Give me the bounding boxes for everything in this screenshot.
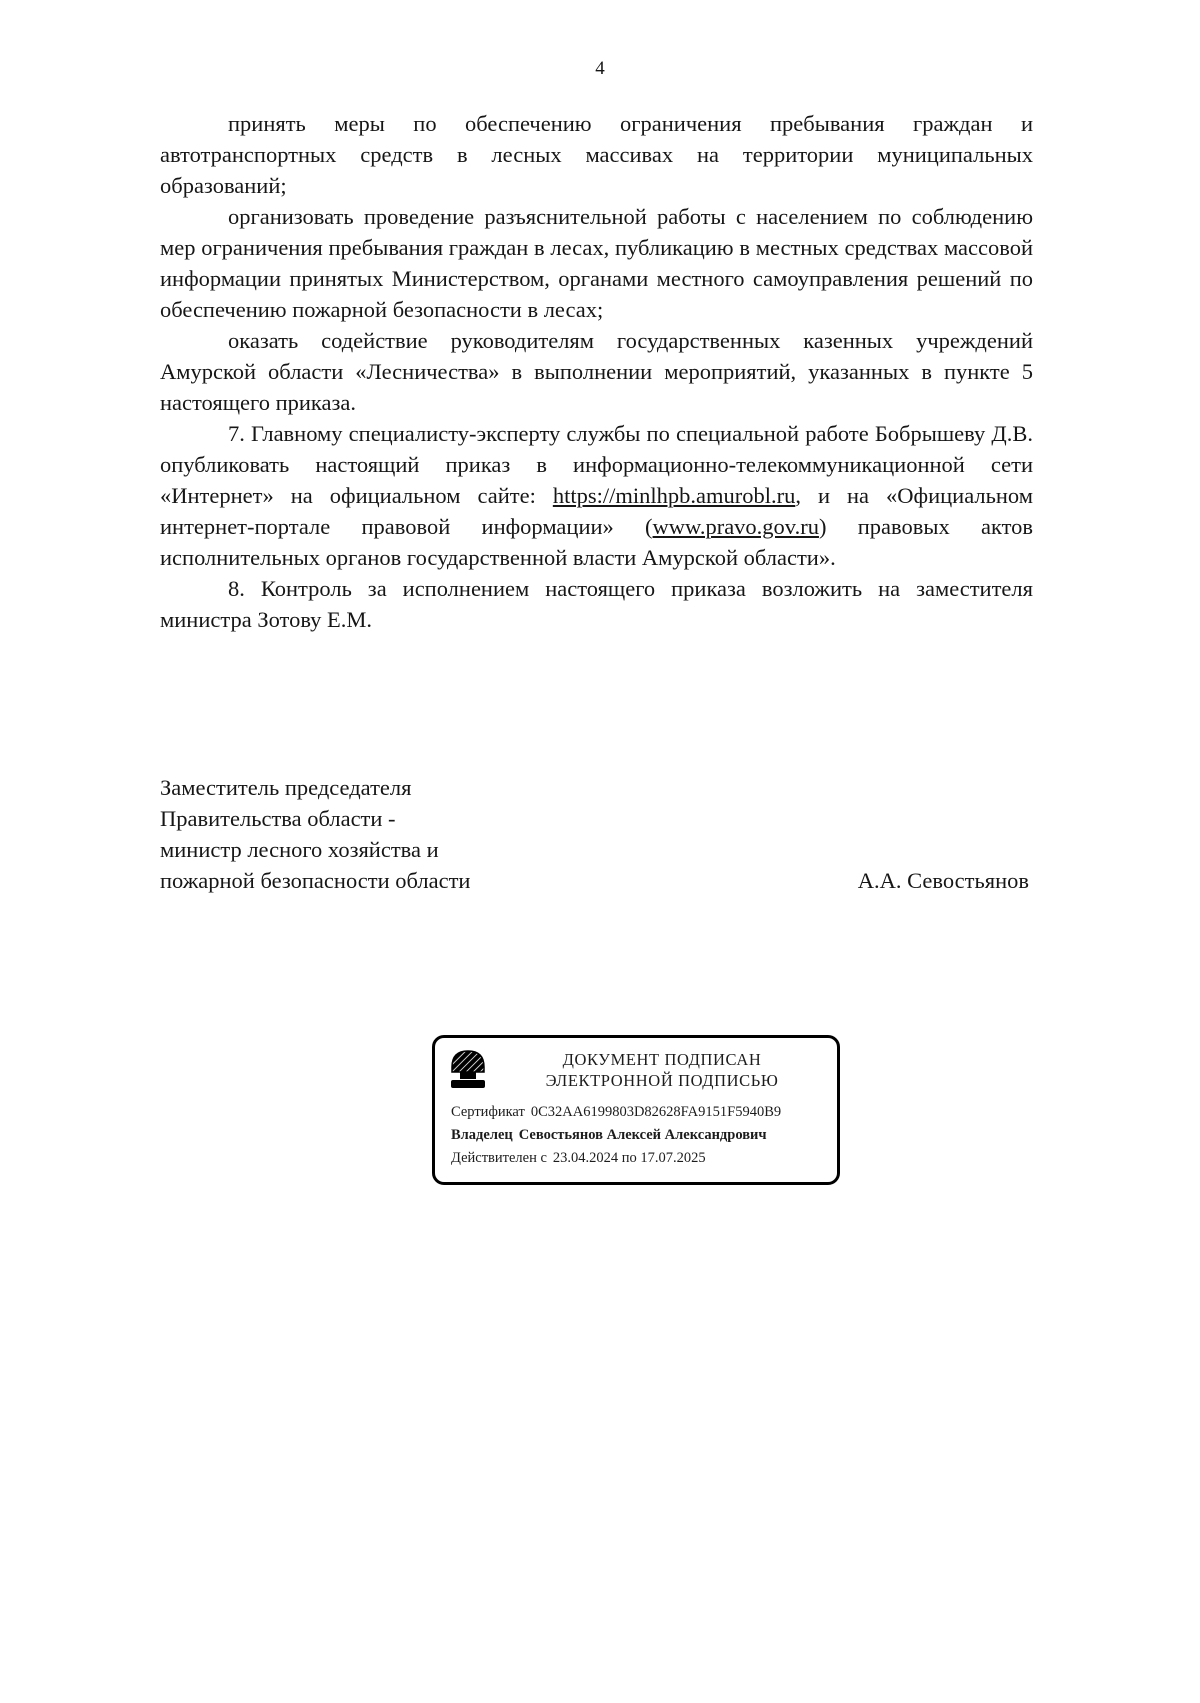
signatory-position — [160, 772, 470, 896]
item-7-text-3: ) правовых актов исполнительных органов государственной власти Амурской области». — [160, 514, 1033, 570]
validity-label: Действителен с — [451, 1150, 547, 1166]
stamp-seal-icon — [447, 1048, 489, 1092]
item-7-text-2: , и на «Официальном интернет-портале правовой информации» ( — [160, 483, 1033, 539]
position-line: Заместитель председателя — [160, 775, 412, 800]
paragraph-restrict-access: принять меры по обеспечению ограничения пребывания граждан и автотранспортных средств в лесных массивах на территории муниципальных образований; — [160, 111, 1033, 198]
paragraph-item-8: 8. Контроль за исполнением настоящего приказа возложить на заместителя министра Зотову Е.М. — [160, 576, 1033, 632]
position-line: Правительства области - — [160, 806, 396, 831]
signatory-name: А.А. Севостьянов — [857, 868, 1029, 893]
paragraph-item-7 — [160, 418, 1033, 573]
validity-value: 23.04.2024 по 17.07.2025 — [552, 1150, 706, 1166]
stamp-owner-line — [451, 1124, 823, 1147]
stamp-validity-line — [451, 1147, 823, 1170]
owner-label: Владелец — [451, 1127, 513, 1143]
stamp-certificate-line — [451, 1101, 823, 1124]
certificate-value: 0C32AA6199803D82628FA9151F5940B9 — [530, 1104, 782, 1120]
stamp-title-line-1: ДОКУМЕНТ ПОДПИСАН — [562, 1050, 762, 1069]
stamp-details — [447, 1101, 823, 1170]
stamp-title — [501, 1049, 823, 1091]
electronic-signature-stamp — [432, 1035, 840, 1185]
stamp-title-line-2: ЭЛЕКТРОННОЙ ПОДПИСЬЮ — [545, 1071, 779, 1090]
owner-value: Севостьянов Алексей Александрович — [518, 1127, 767, 1143]
position-line: министр лесного хозяйства и — [160, 837, 439, 862]
stamp-header — [447, 1048, 823, 1092]
link-pravo-gov-url[interactable]: www.pravo.gov.ru — [652, 514, 819, 539]
item-7-text-1: 7. Главному специалисту-эксперту службы по специальной работе Бобрышеву Д.В. опубликовать настоящий приказ в информационно-телекоммуникационной сети «Интернет» на официальном сайте: — [160, 421, 1033, 508]
link-minlhpb-url[interactable]: https://minlhpb.amurobl.ru — [552, 483, 796, 508]
paragraph-outreach-work: организовать проведение разъяснительной работы с населением по соблюдению мер ограничения пребывания граждан в лесах, публикацию в местных средствах массовой информации принятых Министерством, органами местного самоуправления решений по обеспечению пожарной безопасности в лесах; — [160, 204, 1033, 322]
signature-block — [160, 772, 1033, 896]
page-number: 4 — [595, 58, 605, 79]
certificate-label: Сертификат — [451, 1104, 525, 1120]
document-body — [160, 108, 1033, 635]
paragraph-assist-forestry: оказать содействие руководителям государственных казенных учреждений Амурской области «Лесничества» в выполнении мероприятий, указанных в пункте 5 настоящего приказа. — [160, 328, 1033, 415]
position-line: пожарной безопасности области — [160, 868, 471, 893]
